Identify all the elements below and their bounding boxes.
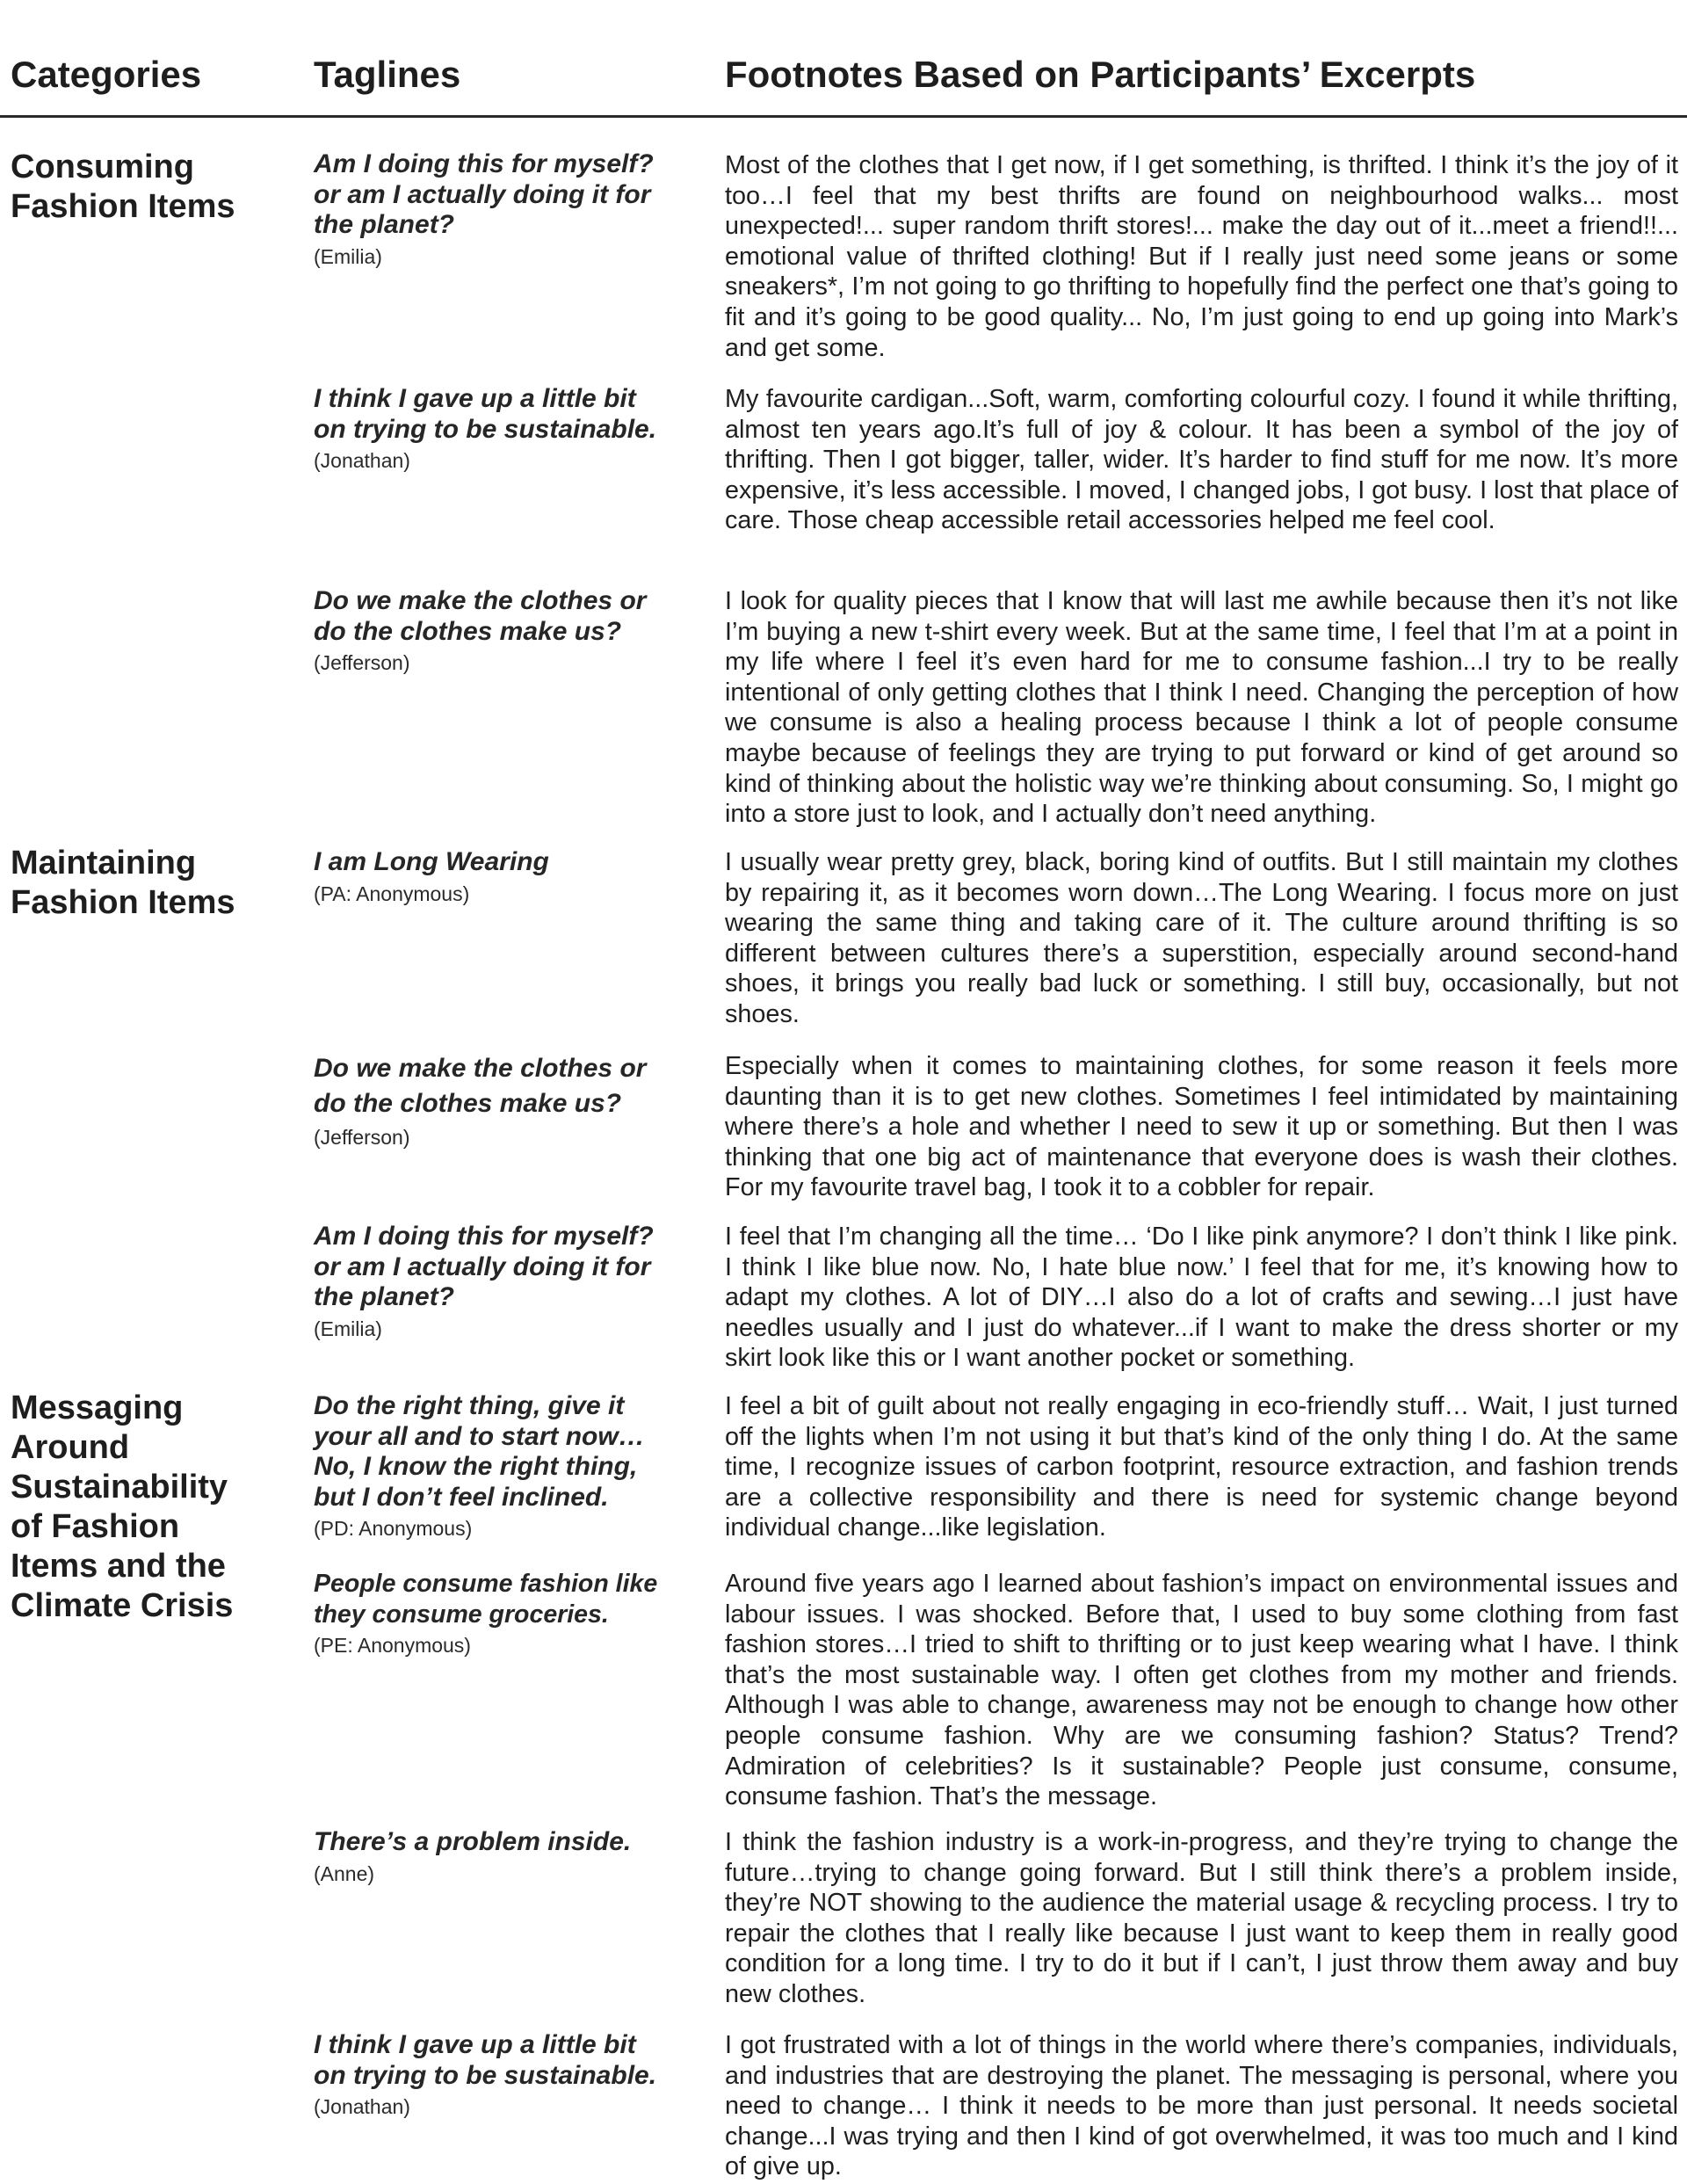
tagline-row <box>314 384 665 475</box>
header-footnotes: Footnotes Based on Participants’ Excerpts <box>725 54 1476 95</box>
tagline-text: Am I doing this for myself? or am I actually doing it for the planet? <box>314 149 654 239</box>
category-messaging: Messaging Around Sustainability of Fashion Items and the Climate Crisis <box>11 1389 234 1624</box>
footnote-text: I feel a bit of guilt about not really engaging in eco-friendly stuff… Wait, I just turned off the lights when I’m not using it but that’s kind of the only thing I do. At the same time, I recognize issues of carbon footprint, resource extraction, and fashion trends are a collective responsibility and there is need for systemic change beyond individual change...like legislation. <box>725 1392 1678 1542</box>
tagline-participant: (PD: Anonymous) <box>314 1517 473 1540</box>
footnote-text: I usually wear pretty grey, black, boring kind of outfits. But I still maintain my clothes by repairing it, as it becomes worn down…The Long Wearing. I focus more on just wearing the same thing and taking care of it. The culture around thrifting is so different between cultures there’s a superstition, especially around second-hand shoes, it brings you really bad luck or something. I still buy, occasionally, but not shoes. <box>725 848 1678 1028</box>
tagline-text: Do the right thing, give it your all and to start now… No, I know the right thing, but I don’t feel inclined. <box>314 1391 645 1512</box>
category-maintaining: Maintaining Fashion Items <box>11 845 235 921</box>
tagline-participant: (PA: Anonymous) <box>314 882 470 905</box>
tagline-text: Am I doing this for myself? or am I actually doing it for the planet? <box>314 1222 654 1311</box>
header-taglines: Taglines <box>314 54 461 95</box>
tagline-participant: (Jefferson) <box>314 1126 410 1149</box>
tagline-row <box>314 1569 691 1659</box>
footnote-text: I look for quality pieces that I know that will last me awhile because then it’s not like I’m buying a new t-shirt every week. But at the same time, I feel that I’m at a point in my life where I feel it’s even hard for me to consume fashion...I try to be really intentional of only getting clothes that I think I need. Changing the perception of how we consume is also a healing process because I think a lot of people consume maybe because of feelings they are trying to put forward or kind of get around so kind of thinking about the holistic way we’re thinking about consuming. So, I might go into a store just to look, and I actually don’t need anything. <box>725 587 1678 829</box>
footnote-text: Around five years ago I learned about fashion’s impact on environmental issues and labour issues. I was shocked. Before that, I used to buy some clothing from fast fashion stores…I tried to shift to thrifting or to just keep wearing what I have. I think that’s the most sustainable way. I often get clothes from my mother and friends. Although I was able to change, awareness may not be enough to change how other people consume fashion. Why are we consuming fashion? Status? Trend? Admiration of celebrities? Is it sustainable? People just consume, consume, consume fashion. That’s the message. <box>725 1570 1678 1811</box>
footnote-text: My favourite cardigan...Soft, warm, comforting colourful cozy. I found it while thrifting, almost ten years ago.It’s full of joy & colour. It has been a symbol of the joy of thrifting. Then I got bigger, taller, wider. It’s harder to find stuff for me now. It’s more expensive, it’s less accessible. I moved, I changed jobs, I got busy. I lost that place of care. Those cheap accessible retail accessories helped me feel cool. <box>725 385 1678 535</box>
tagline-participant: (Jonathan) <box>314 449 410 472</box>
header-categories: Categories <box>11 54 202 95</box>
footnote-text: I got frustrated with a lot of things in the world where there’s companies, individuals, and industries that are destroying the planet. The messaging is personal, where you need to change… I think it needs to be more than just personal. It needs societal change...I was trying and then I kind of got overwhelmed, it was too much and I kind of give up. <box>725 2031 1678 2181</box>
tagline-participant: (PE: Anonymous) <box>314 1634 471 1657</box>
tagline-text: Do we make the clothes or do the clothes make us? <box>314 1054 647 1118</box>
tagline-participant: (Emilia) <box>314 1317 382 1340</box>
tagline-row <box>314 1827 691 1888</box>
tagline-text: People consume fashion like they consume groceries. <box>314 1570 658 1629</box>
tagline-text: Do we make the clothes or do the clothes make us? <box>314 586 647 646</box>
footnote-text: I think the fashion industry is a work-in-progress, and they’re trying to change the future…trying to change going forward. But I still think there’s a problem inside, they’re NOT showing to the audience the material usage & recycling process. I try to repair the clothes that I really like because I just want to keep them in really good condition for a long time. I try to do it but if I can’t, I just throw them away and buy new clothes. <box>725 1828 1678 2008</box>
footnote-text: Especially when it comes to maintaining clothes, for some reason it feels more daunting than it is to get new clothes. Sometimes I feel intimidated by maintaining where there’s a hole and whether I need to sew it up or something. But then I was thinking that one big act of maintenance that everyone does is wash their clothes. For my favourite travel bag, I took it to a cobbler for repair. <box>725 1052 1678 1202</box>
tagline-text: I think I gave up a little bit on trying to be sustainable. <box>314 384 657 444</box>
tagline-participant: (Anne) <box>314 1861 375 1885</box>
tagline-row <box>314 1222 665 1343</box>
tagline-row <box>314 1391 683 1542</box>
table-header <box>0 0 1687 118</box>
tagline-text: I think I gave up a little bit on trying to be sustainable. <box>314 2030 657 2090</box>
footnote-text: I feel that I’m changing all the time… ‘Do I like pink anymore? I don’t think I like pink. I think I like blue now. No, I hate blue now.’ I feel that for me, it’s knowing how to adapt my clothes. A lot of DIY…I also do a lot of crafts and sewing…I just have needles usually and I just do whatever...if I want to make the dress shorter or my skirt look like this or I want another pocket or something. <box>725 1223 1678 1373</box>
tagline-row <box>314 586 683 677</box>
footnote-text: Most of the clothes that I get now, if I get something, is thrifted. I think it’s the joy of it too…I feel that my best thrifts are found on neighbourhood walks... most unexpected!... super random thrift stores!... make the day out of it...meet a friend!!... emotional value of thrifted clothing! But if I really just need some jeans or some sneakers*, I’m not going to go thrifting to hopefully find the perfect one that’s going to fit and it’s going to be good quality... No, I’m just going to end up going into Mark’s and get some. <box>725 151 1678 362</box>
tagline-row <box>314 847 683 908</box>
tagline-row <box>314 1051 683 1151</box>
tagline-participant: (Jonathan) <box>314 2095 410 2118</box>
tagline-participant: (Jefferson) <box>314 651 410 674</box>
tagline-row <box>314 2030 665 2121</box>
tagline-text: There’s a problem inside. <box>314 1827 632 1856</box>
category-consuming: Consuming Fashion Items <box>11 149 235 225</box>
tagline-row <box>314 149 665 271</box>
tagline-text: I am Long Wearing <box>314 847 549 876</box>
tagline-participant: (Emilia) <box>314 244 382 268</box>
